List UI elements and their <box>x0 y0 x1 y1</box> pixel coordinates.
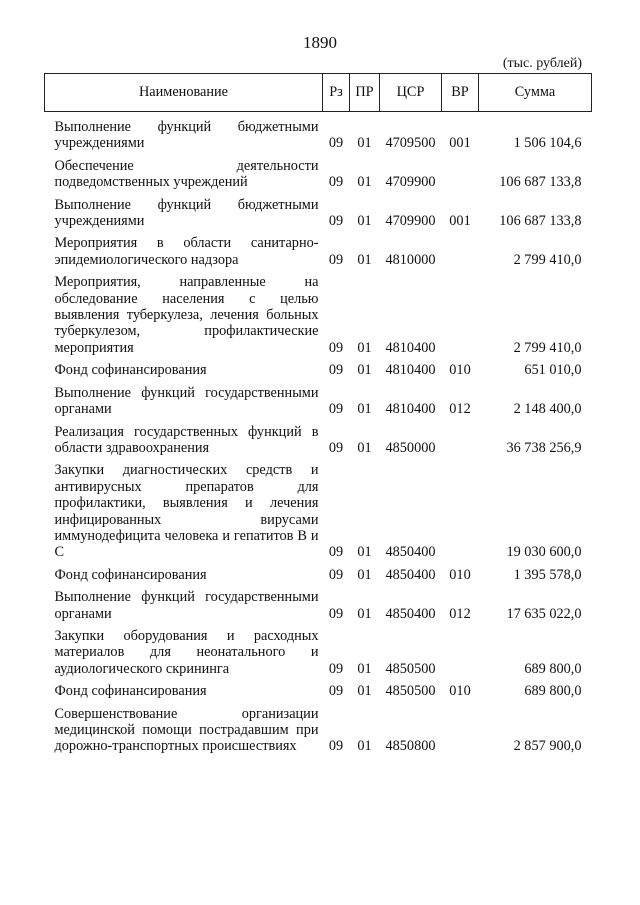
row-name: Реализация государственных функций в области здравоохранения <box>54 423 319 456</box>
row-rz: 09 <box>328 605 344 622</box>
table-header-row <box>45 74 592 112</box>
table-row <box>45 385 592 418</box>
table-body <box>45 112 592 755</box>
row-sum: 36 738 256,9 <box>506 439 582 456</box>
row-vr <box>442 628 479 677</box>
row-sum: 106 687 133,8 <box>499 174 582 191</box>
row-sum: 106 687 133,8 <box>499 213 582 230</box>
row-name: Выполнение функций бюджетными учреждениями <box>54 119 319 152</box>
row-pr: 01 <box>357 738 372 755</box>
row-pr: 01 <box>357 683 372 700</box>
header-sum: Сумма <box>479 74 592 112</box>
row-name: Мероприятия, направленные на обследование населения с целью выявления туберкулеза, лечения больных туберкулезом, профилактические мероприятия <box>54 274 319 356</box>
row-pr: 01 <box>357 135 372 152</box>
row-vr <box>442 462 479 560</box>
row-pr: 01 <box>357 439 372 456</box>
row-csr: 4850800 <box>385 738 436 755</box>
row-sum: 19 030 600,0 <box>506 544 582 561</box>
row-vr <box>442 158 479 191</box>
row-name: Фонд софинансирования <box>54 566 207 583</box>
row-vr: 012 <box>449 401 471 418</box>
row-csr: 4850400 <box>385 566 436 583</box>
row-vr: 010 <box>449 362 471 379</box>
row-pr: 01 <box>357 660 372 677</box>
row-csr: 4810400 <box>385 339 436 356</box>
row-name: Выполнение функций государственными органами <box>54 384 319 418</box>
row-sum: 2 148 400,0 <box>513 401 582 418</box>
header-vr: ВР <box>442 74 479 112</box>
row-rz: 09 <box>328 339 344 356</box>
row-sum: 2 857 900,0 <box>513 738 582 755</box>
header-csr: ЦСР <box>380 74 442 112</box>
table-row <box>45 462 592 560</box>
row-name: Фонд софинансирования <box>54 362 207 379</box>
row-vr <box>442 274 479 356</box>
row-sum: 2 799 410,0 <box>513 251 582 268</box>
row-csr: 4709500 <box>385 135 436 152</box>
row-csr: 4850500 <box>385 660 436 677</box>
row-rz: 09 <box>328 213 344 230</box>
row-pr: 01 <box>357 174 372 191</box>
row-vr: 001 <box>449 135 471 152</box>
row-pr: 01 <box>357 566 372 583</box>
row-vr <box>442 235 479 268</box>
row-name: Мероприятия в области санитарно-эпидемиологического надзора <box>54 235 319 268</box>
row-name: Выполнение функций государственными органами <box>54 589 319 622</box>
row-csr: 4709900 <box>385 213 436 230</box>
header-rz: Рз <box>323 74 350 112</box>
row-csr: 4810000 <box>385 251 436 268</box>
row-sum: 689 800,0 <box>524 683 582 700</box>
row-csr: 4810400 <box>385 401 436 418</box>
table-row <box>45 235 592 268</box>
row-rz: 09 <box>328 738 344 755</box>
row-pr: 01 <box>357 605 372 622</box>
row-pr: 01 <box>357 339 372 356</box>
row-sum: 1 506 104,6 <box>513 135 582 152</box>
table-row <box>45 158 592 191</box>
table-row <box>45 197 592 230</box>
row-rz: 09 <box>328 362 344 379</box>
table-row <box>45 362 592 378</box>
row-rz: 09 <box>328 401 344 418</box>
units-label: (тыс. рублей) <box>502 56 582 71</box>
table-row <box>45 628 592 677</box>
row-rz: 09 <box>328 251 344 268</box>
row-vr <box>442 424 479 457</box>
row-pr: 01 <box>357 362 372 379</box>
row-name: Совершенствование организации медицинской помощи пострадавшим при дорожно-транспортных происшествиях <box>54 705 319 755</box>
budget-table <box>44 73 592 755</box>
row-csr: 4709900 <box>385 174 436 191</box>
row-rz: 09 <box>328 174 344 191</box>
table-row <box>45 424 592 457</box>
table-row <box>45 112 592 152</box>
table-row <box>45 274 592 356</box>
row-rz: 09 <box>328 544 344 561</box>
row-sum: 651 010,0 <box>524 362 582 379</box>
header-name: Наименование <box>45 74 323 112</box>
row-pr: 01 <box>357 251 372 268</box>
row-sum: 1 395 578,0 <box>513 566 582 583</box>
row-rz: 09 <box>328 135 344 152</box>
row-vr: 001 <box>449 213 471 230</box>
row-csr: 4850000 <box>385 439 436 456</box>
row-name: Закупки диагностических средств и антивирусных препаратов для профилактики, выявления и лечения инфицированных вирусами иммунодефицита человека и гепатитов В и С <box>54 462 319 561</box>
row-rz: 09 <box>328 439 344 456</box>
table-row <box>45 683 592 699</box>
header-pr: ПР <box>350 74 380 112</box>
row-csr: 4850400 <box>385 544 436 561</box>
row-rz: 09 <box>328 660 344 677</box>
row-vr <box>442 706 479 755</box>
row-name: Закупки оборудования и расходных материалов для неонатального и аудиологического скрининга <box>54 627 319 677</box>
row-rz: 09 <box>328 566 344 583</box>
row-sum: 689 800,0 <box>524 660 582 677</box>
row-vr: 010 <box>449 683 471 700</box>
row-pr: 01 <box>357 213 372 230</box>
page-number: 1890 <box>303 33 337 52</box>
row-vr: 012 <box>449 605 471 622</box>
row-pr: 01 <box>357 401 372 418</box>
row-csr: 4850400 <box>385 605 436 622</box>
row-sum: 2 799 410,0 <box>513 339 582 356</box>
row-sum: 17 635 022,0 <box>506 605 582 622</box>
row-name: Выполнение функций бюджетными учреждениями <box>54 196 319 230</box>
row-csr: 4810400 <box>385 362 436 379</box>
row-name: Фонд софинансирования <box>54 683 207 700</box>
row-rz: 09 <box>328 683 344 700</box>
row-csr: 4850500 <box>385 683 436 700</box>
row-name: Обеспечение деятельности подведомственных учреждений <box>54 157 319 191</box>
table-row <box>45 706 592 755</box>
row-pr: 01 <box>357 544 372 561</box>
row-vr: 010 <box>449 566 471 583</box>
table-row <box>45 567 592 583</box>
table-row <box>45 589 592 622</box>
